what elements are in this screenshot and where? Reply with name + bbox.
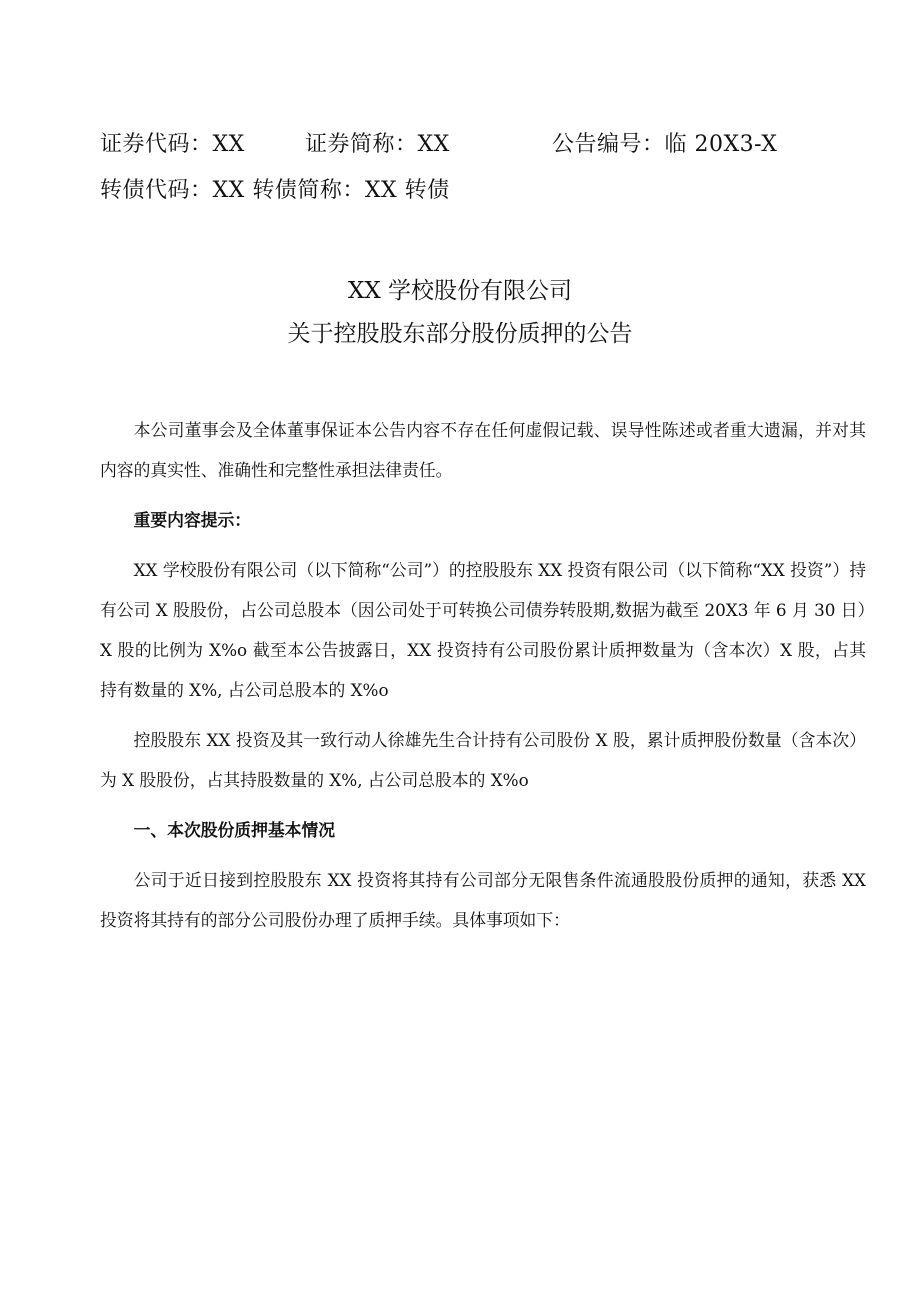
- key-points-heading: 重要内容提示：: [133, 510, 252, 530]
- concert-party-paragraph: 控股股东 XX 投资及其一致行动人徐雄先生合计持有公司股份 X 股，累计质押股份数量（含本次）为 X 股股份，占其持股数量的 X%, 占公司总股本的 X%o: [100, 730, 866, 790]
- header-convertible-bond-line: 转债代码：XX 转债简称：XX 转债: [100, 178, 450, 203]
- announcement-number: 公告编号：临 20X3-X: [552, 132, 778, 157]
- company-title: XX 学校股份有限公司: [347, 278, 573, 304]
- shareholding-paragraph: XX 学校股份有限公司（以下简称“公司”）的控股股东 XX 投资有限公司（以下简称“XX 投资”）持有公司 X 股股份，占公司总股本（因公司处于可转换公司债券转股期,数据为截至 20X3 年 6 月 30 日）X 股的比例为 X%o 截至本公告披露日，XX 投资持有公司股份累计质押数量为（含本次）X 股，占其持有数量的 X%, 占公司总股本的 X%o: [100, 560, 866, 700]
- announcement-body: [100, 410, 866, 950]
- pledge-notice-paragraph: 公司于近日接到控股股东 XX 投资将其持有公司部分无限售条件流通股股份质押的通知，获悉 XX 投资将其持有的部分公司股份办理了质押手续。具体事项如下：: [100, 870, 866, 930]
- disclaimer-paragraph: 本公司董事会及全体董事保证本公告内容不存在任何虚假记载、误导性陈述或者重大遗漏，并对其内容的真实性、准确性和完整性承担法律责任。: [100, 420, 866, 480]
- section-1-heading: 一、本次股份质押基本情况: [133, 820, 335, 840]
- header-securities-line: [100, 130, 777, 160]
- announcement-subject: 关于控股股东部分股份质押的公告: [287, 321, 633, 347]
- securities-code: 证券代码：XX: [100, 132, 245, 157]
- securities-abbr: 证券简称：XX: [305, 132, 450, 157]
